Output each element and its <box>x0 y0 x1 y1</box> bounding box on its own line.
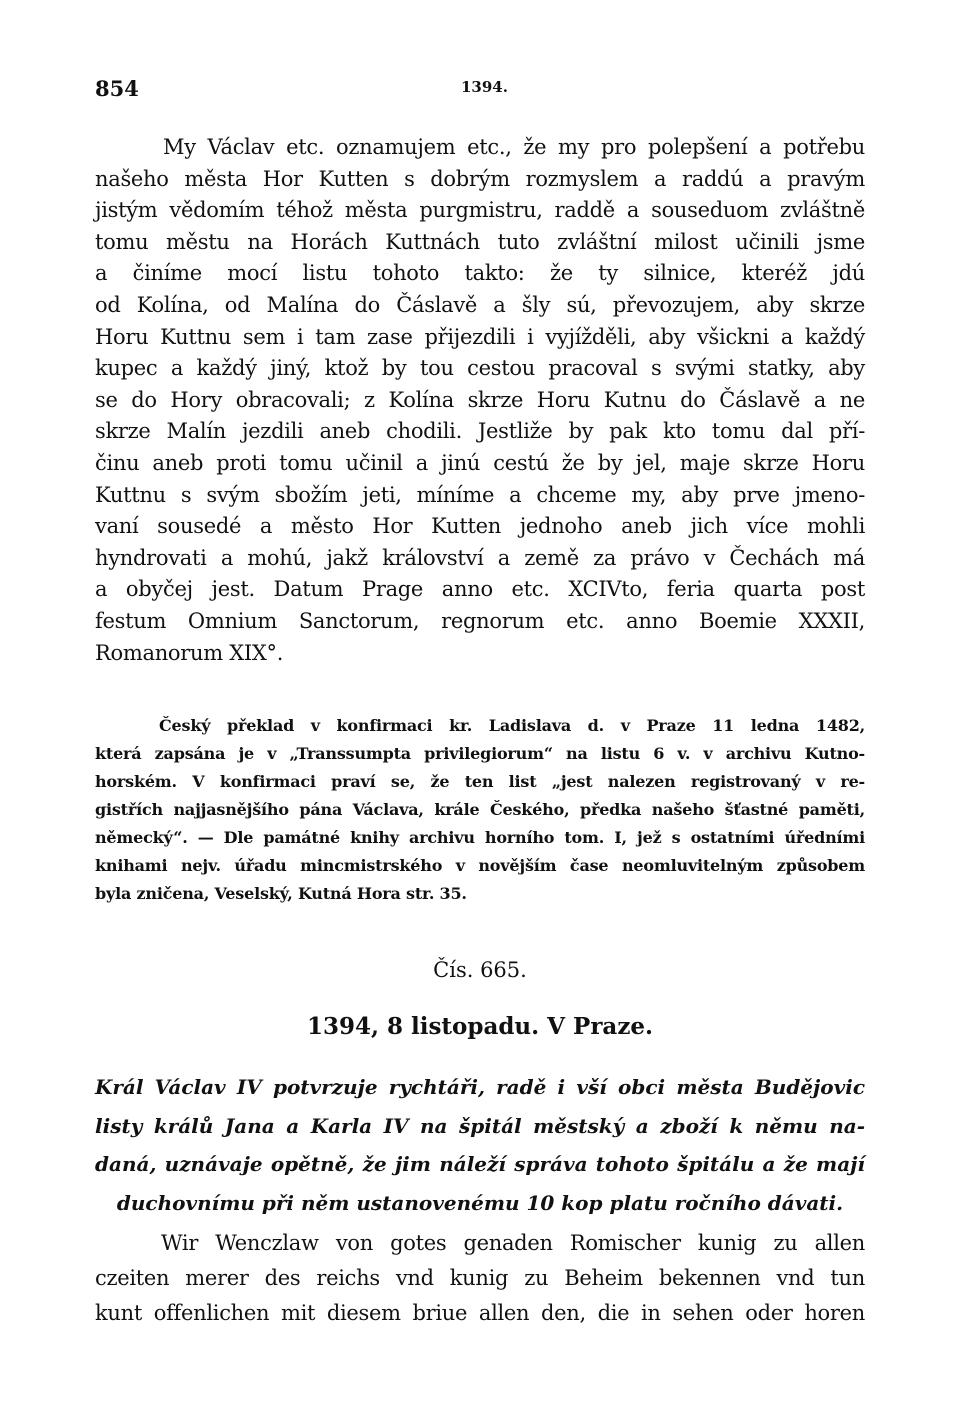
running-header-year: 1394. <box>461 78 508 96</box>
note-line: byla zničena, Veselský, Kutná Hora str. 35. <box>95 884 467 903</box>
text-line: kunt offenlichen mit diesem briue allen den, die in sehen oder horen <box>95 1301 865 1325</box>
note-line: německý“. — Dle památné knihy archivu horního tom. I, jež s ostatními úředními <box>95 828 865 847</box>
editorial-note <box>95 712 865 908</box>
charter-text <box>95 132 865 669</box>
page-header <box>95 76 865 106</box>
note-line: horském. V konfirmaci praví se, že ten list „jest nalezen registrovaný v re- <box>95 772 865 791</box>
note-line: gistřích najjasnějšího pána Václava, krále Českého, předka našeho šťastné paměti, <box>95 800 865 819</box>
text-line: činu aneb proti tomu učinil a jinú cestú že by jel, maje skrze Horu <box>95 450 865 475</box>
regest-line: daná, uznávaje opětně, že jim náleží správa tohoto špitálu a že mají <box>95 1152 865 1176</box>
note-line: knihami nejv. úřadu mincmistrského v novějším čase neomluvitelným způsobem <box>95 856 865 875</box>
text-line: My Václav etc. oznamujem etc., že my pro polepšení a potřebu <box>163 135 865 159</box>
document-date-heading: 1394, 8 listopadu. V Praze. <box>306 1013 654 1040</box>
text-line: festum Omnium Sanctorum, regnorum etc. anno Boemie XXXII, <box>95 608 865 633</box>
text-line: Horu Kuttnu sem i tam zase přijezdili i vyjížděli, aby všickni a každý <box>95 324 865 349</box>
regest-summary <box>95 1068 865 1222</box>
text-line: od Kolína, od Malína do Čáslavě a šly sú, převozujem, aby skrze <box>95 292 865 317</box>
text-line: jistým vědomím téhož města purgmistru, raddě a souseduom zvláštně <box>95 198 865 223</box>
text-line: Romanorum XIX°. <box>95 640 284 665</box>
note-line: která zapsána je v „Transsumpta privilegiorum“ na listu 6 v. v archivu Kutno- <box>95 744 865 763</box>
regest-line: Král Václav IV potvrzuje rychtáři, radě i vší obci města Budějovic <box>95 1075 865 1099</box>
text-line: a činíme mocí listu tohoto takto: že ty silnice, kteréž jdú <box>95 261 865 286</box>
text-line: czeiten merer des reichs vnd kunig zu Beheim bekennen vnd tun <box>95 1266 865 1290</box>
page-number: 854 <box>95 76 139 101</box>
text-line: a obyčej jest. Datum Prage anno etc. XCIVto, feria quarta post <box>95 577 865 602</box>
document-number: Čís. 665. <box>433 958 527 982</box>
text-line: kupec a každý jiný, ktož by tou cestou pracoval s svými statky, aby <box>95 356 865 381</box>
text-line: se do Hory obracovali; z Kolína skrze Horu Kutnu do Čáslavě a ne <box>95 387 865 412</box>
regest-line: duchovnímu při něm ustanovenému 10 kop platu ročního dávati. <box>116 1190 844 1215</box>
text-line: hyndrovati a mohú, jakž království a země za právo v Čechách má <box>95 545 865 570</box>
text-line: vaní sousedé a město Hor Kutten jednoho aneb jich více mohli <box>95 514 865 539</box>
regest-line: listy králů Jana a Karla IV na špitál městský a zboží k němu na- <box>95 1113 865 1138</box>
german-charter-text <box>95 1226 865 1331</box>
note-line: Český překlad v konfirmaci kr. Ladislava d. v Praze 11 ledna 1482, <box>159 716 865 735</box>
text-line: našeho města Hor Kutten s dobrým rozmyslem a raddú a pravým <box>95 166 865 191</box>
text-line: Kuttnu s svým sbožím jeti, míníme a chceme my, aby prve jmeno- <box>95 482 865 507</box>
text-line: Wir Wenczlaw von gotes genaden Romischer kunig zu allen <box>161 1231 865 1255</box>
text-line: tomu městu na Horách Kuttnách tuto zvláštní milost učinili jsme <box>95 229 865 254</box>
text-line: skrze Malín jezdili aneb chodili. Jestliže by pak kto tomu dal pří- <box>95 419 865 444</box>
